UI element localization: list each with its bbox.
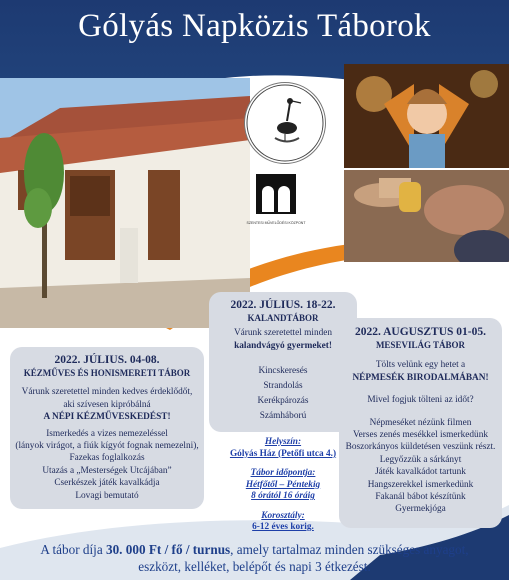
camp1-activity: Ismerkedés a vizes nemezeléssel bbox=[46, 428, 168, 439]
pottery-photo bbox=[344, 170, 509, 262]
camp1-intro1: Várunk szeretettel minden kedves érdeklődőt, bbox=[21, 387, 193, 398]
camp1-date: 2022. JÚLIUS. 04-08. bbox=[54, 354, 160, 366]
footer-price-prefix: A tábor díja bbox=[40, 542, 106, 557]
szentesi-logo-text: SZENTESI MŰVELŐDÉSI KÖZPONT bbox=[246, 221, 306, 225]
camp3-highlight: NÉPMESÉK BIRODALMÁBAN! bbox=[352, 372, 489, 383]
camp1-name: KÉZMŰVES ÉS HONISMERETI TÁBOR bbox=[23, 368, 191, 378]
camp1-intro2: aki szívesen kipróbálná bbox=[63, 399, 151, 410]
camp3-activity: Verses zenés mesékkel ismerkedünk bbox=[352, 430, 489, 441]
camp1-activity: Lovagi bemutató bbox=[75, 490, 139, 501]
place-label: Helyszín: bbox=[264, 437, 302, 447]
camp3-card bbox=[339, 318, 502, 528]
info-block bbox=[209, 437, 357, 534]
camp2-card bbox=[209, 292, 357, 432]
golyas-logo bbox=[244, 82, 326, 164]
arch-icon bbox=[252, 172, 300, 220]
camp1-card bbox=[10, 347, 204, 509]
time-label: Tábor időpontja: bbox=[250, 468, 316, 478]
camp3-activity: Legyőzzük a sárkányt bbox=[379, 454, 462, 465]
page-title: Gólyás Napközis Táborok bbox=[78, 8, 431, 44]
camp2-activity: Strandolás bbox=[263, 381, 303, 392]
camp3-activity: Gyermekjóga bbox=[395, 504, 446, 515]
camp3-name: MESEVILÁG TÁBOR bbox=[375, 340, 466, 350]
footer-price-suffix: , amely tartalmaz minden szükséges anyagot, bbox=[230, 542, 469, 557]
footer-line2: eszközt, kelléket, belépőt és napi 3 étkezést. bbox=[138, 559, 371, 574]
stork-icon bbox=[245, 83, 325, 163]
footer-line1 bbox=[0, 541, 509, 558]
camp2-activity: Kincskeresés bbox=[258, 366, 308, 377]
camp2-name: KALANDTÁBOR bbox=[247, 313, 319, 323]
camp2-activity: Számháború bbox=[259, 411, 307, 422]
building-photo bbox=[0, 78, 250, 328]
age-value: 6-12 éves korig. bbox=[252, 522, 314, 532]
camp3-intro1: Tölts velünk egy hetet a bbox=[375, 360, 466, 371]
age-label: Korosztály: bbox=[261, 510, 305, 521]
camp3-date: 2022. AUGUSZTUS 01-05. bbox=[355, 326, 486, 338]
camp1-activity: Cserkészek játék kavalkádja bbox=[54, 478, 160, 489]
footer-price: 30. 000 Ft / fő / turnus bbox=[105, 542, 231, 557]
price-footer bbox=[0, 541, 509, 575]
time-value-hours: 8 órától 16 óráig bbox=[251, 491, 315, 501]
camp1-activity: (lányok virágot, a fiúk kígyót fognak nemezelni), bbox=[15, 441, 199, 452]
child-photo bbox=[344, 64, 509, 168]
place-value: Gólyás Ház (Petőfi utca 4.) bbox=[229, 448, 337, 459]
camp1-activity: Fazekas foglalkozás bbox=[69, 453, 145, 464]
camp1-highlight: A NÉPI KÉZMŰVESKEDÉST! bbox=[43, 412, 171, 423]
camp3-question: Mivel fogjuk tölteni az időt? bbox=[367, 395, 474, 406]
camp2-activity: Kerékpározás bbox=[257, 396, 309, 407]
camp2-highlight: kalandvágyó gyermeket! bbox=[234, 340, 332, 351]
camp3-activity: Játék kavalkádot tartunk bbox=[375, 467, 466, 478]
camp3-activity: Boszorkányos küldetésen veszünk részt. bbox=[345, 442, 496, 453]
time-value-days: Hétfőtől – Péntekig bbox=[245, 479, 321, 490]
camp3-activity: Fakanál bábot készítünk bbox=[375, 492, 466, 503]
camp1-activity: Utazás a „Mesterségek Utcájában” bbox=[42, 465, 172, 476]
camp2-intro1: Várunk szeretettel minden bbox=[233, 328, 333, 339]
camp3-activity: Hangszerekkel ismerkedünk bbox=[367, 479, 474, 490]
camp3-activity: Népmeséket nézünk filmen bbox=[369, 417, 472, 428]
camp2-date: 2022. JÚLIUS. 18-22. bbox=[230, 299, 336, 311]
szentesi-logo bbox=[252, 172, 300, 220]
